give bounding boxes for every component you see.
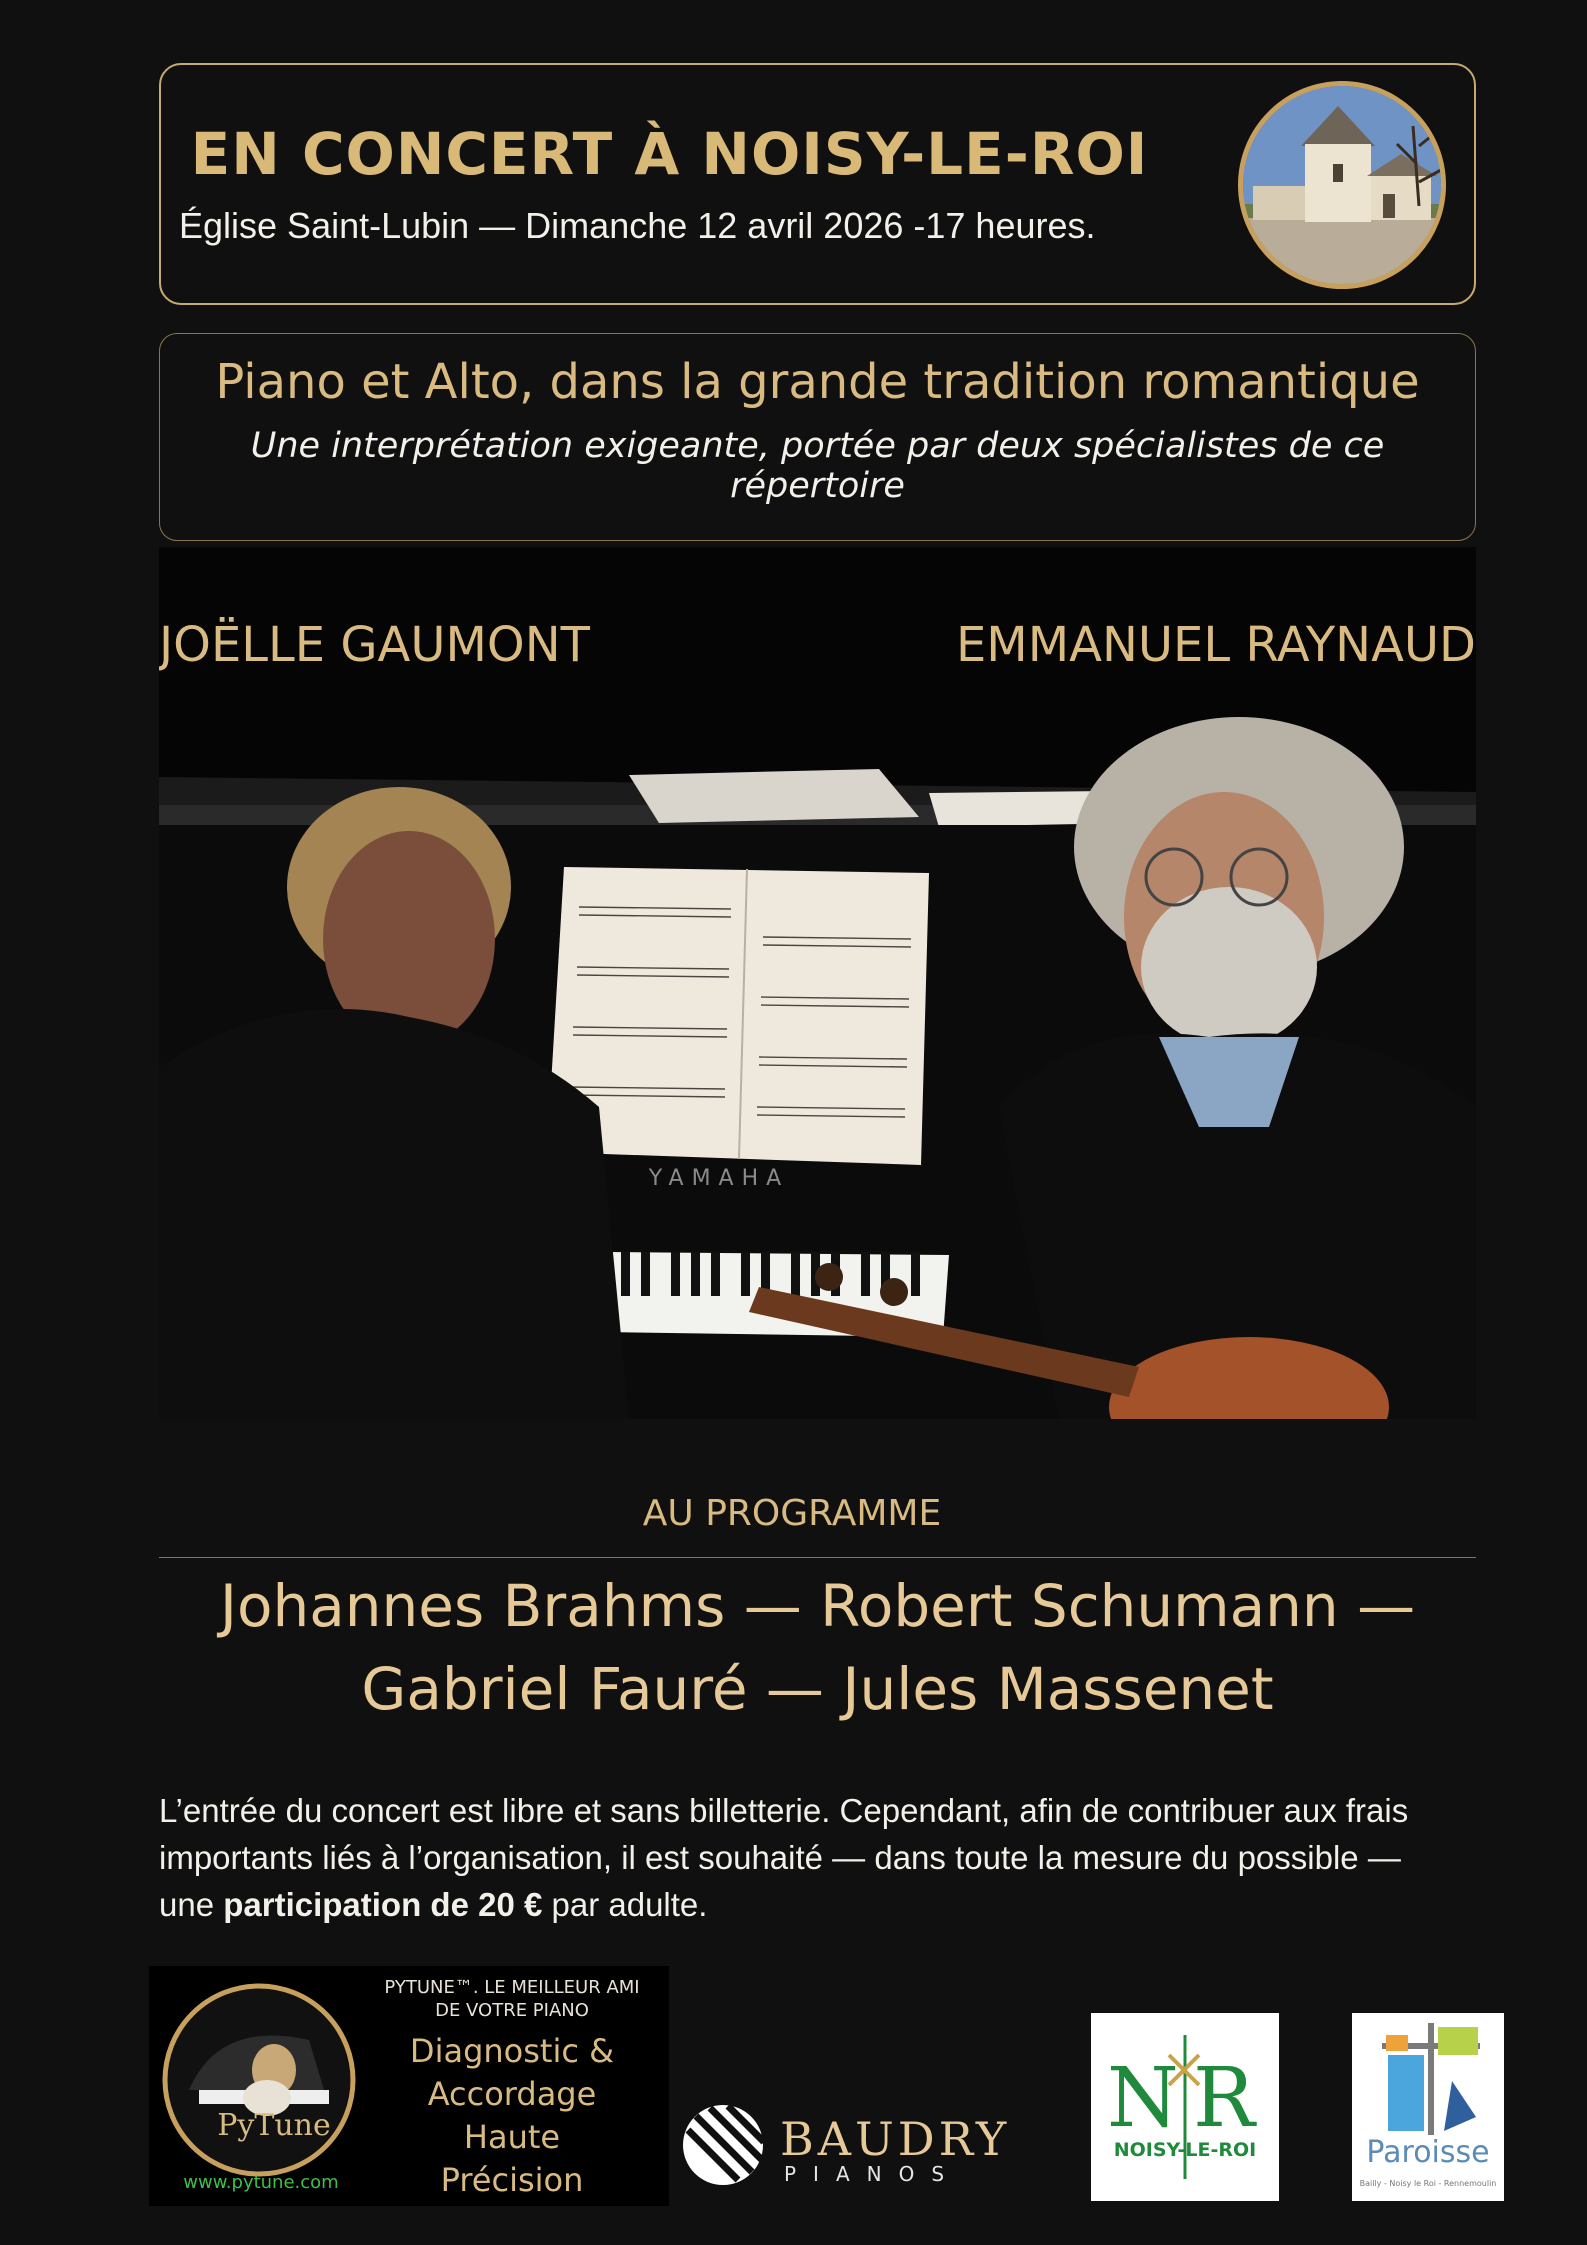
program-heading: AU PROGRAMME [642, 1493, 942, 1534]
pytune-service-2: Accordage [427, 2075, 597, 2113]
notice-price: participation de 20 € [223, 1886, 543, 1923]
pytune-tagline-2: DE VOTRE PIANO [435, 2000, 589, 2021]
performers-photo [159, 547, 1476, 1419]
pytune-ad [149, 1966, 669, 2206]
pytune-service-1: Diagnostic & [409, 2032, 615, 2070]
intro-tagline: Une interprétation exigeante, portée par deux spécialistes de ce répertoire [250, 426, 1385, 506]
noisy-le-roi-logo [1091, 2013, 1279, 2201]
program-composers-line2: Gabriel Fauré — Jules Massenet [361, 1655, 1274, 1723]
baudry-pianos-logo [678, 2100, 1011, 2190]
church-image [1238, 81, 1446, 289]
performers-illustration [159, 547, 1476, 1419]
pytune-service-3: Haute [463, 2118, 561, 2156]
notice-text: L’entrée du concert est libre et sans billetterie. Cependant, afin de contribuer aux frais importants liés à l’organisation, il est souhaité — dans toute la mesure du possible — une [159, 1792, 1409, 1923]
header-title: EN CONCERT À NOISY-LE-ROI [190, 120, 1149, 188]
intro-card [159, 333, 1476, 541]
paroisse-sub: Bailly - Noisy le Roi - Rennemoulin [1359, 2179, 1497, 2188]
noisy-label: NOISY-LE-ROI [1113, 2139, 1257, 2161]
baudry-name: BAUDRY [780, 2112, 1011, 2166]
paroisse-logo [1352, 2013, 1504, 2201]
program-composers-line1: Johannes Brahms — Robert Schumann — [219, 1572, 1416, 1640]
header-event-details: Église Saint-Lubin — Dimanche 12 avril 2026 -17 heures. [179, 205, 1096, 246]
church-illustration [1243, 86, 1446, 289]
paroisse-cross-icon [1352, 2013, 1504, 2143]
baudry-sub: PIANOS [784, 2162, 962, 2186]
header-card [159, 63, 1476, 305]
piano-brand: YAMAHA [648, 1166, 790, 1191]
paroisse-label: Paroisse [1366, 2135, 1490, 2170]
performer-right-name: EMMANUEL RAYNAUD [955, 617, 1476, 673]
program-divider [159, 1557, 1476, 1558]
pytune-logo-icon [159, 1980, 359, 2180]
admission-notice [159, 1787, 1459, 1928]
pytune-service-4: Précision [440, 2161, 584, 2199]
baudry-keys-icon [678, 2100, 768, 2190]
performer-left-name: JOËLLE GAUMONT [159, 617, 590, 673]
pytune-tagline-1: PYTUNE™. LE MEILLEUR AMI [384, 1977, 640, 1998]
noisy-monogram-r: R [1193, 2051, 1255, 2146]
notice-text-end: par adulte. [542, 1886, 708, 1923]
pytune-url[interactable]: www.pytune.com [183, 2172, 339, 2193]
pytune-brand: PyTune [217, 2108, 331, 2143]
noisy-monogram-n: N [1107, 2051, 1179, 2146]
intro-headline: Piano et Alto, dans la grande tradition romantique [215, 354, 1420, 410]
